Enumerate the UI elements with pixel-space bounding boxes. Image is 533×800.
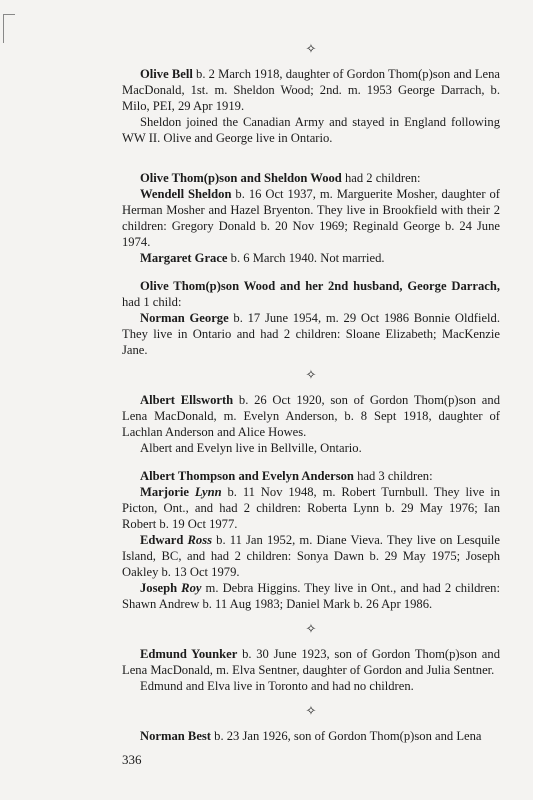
child-entry: Joseph Roy m. Debra Higgins. They live in Ont., and had 2 children: Shawn Andrew b. 11 Aug 1983; Daniel Mark b. 26 Apr 1986.: [122, 581, 500, 611]
olive-note: Sheldon joined the Canadian Army and stayed in England following WW II. Olive and George live in Ontario.: [122, 115, 500, 145]
child-entry: Norman George b. 17 June 1954, m. 29 Oct 1986 Bonnie Oldfield. They live in Ontario and had 2 children: Sloane Elizabeth; MacKenzie Jane.: [122, 311, 500, 357]
entry-text: b. 2 March 1918, daughter of Gordon Thom(p)son and Lena MacDonald, 1st. m. Sheldon Wood; 2nd. m. 1953 George Darrach, b. Milo, PEI, 29 Apr 1919.: [122, 67, 501, 113]
family-heading: Olive Thom(p)son Wood and her 2nd husband, George Darrach, had 1 child:: [122, 279, 500, 309]
page-number: 336: [122, 752, 142, 767]
family-heading: Olive Thom(p)son and Sheldon Wood had 2 children:: [140, 171, 421, 185]
person-name: Olive Bell: [140, 67, 193, 81]
person-name: Albert Ellsworth: [140, 393, 234, 407]
edmund-note: Edmund and Elva live in Toronto and had no children.: [140, 679, 414, 693]
person-name: Edmund Younker: [140, 647, 238, 661]
ornament-icon: ✧: [305, 41, 317, 56]
edmund-entry: Edmund Younker b. 30 June 1923, son of Gordon Thom(p)son and Lena MacDonald, m. Elva Sentner, daughter of Gordon and Julia Sentner.: [122, 647, 500, 677]
ornament-icon: ✧: [305, 367, 317, 382]
genealogy-text: [122, 41, 500, 744]
family-heading: Albert Thompson and Evelyn Anderson had 3 children:: [140, 469, 433, 483]
olive-entry: [122, 66, 500, 114]
albert-entry: Albert Ellsworth b. 26 Oct 1920, son of Gordon Thom(p)son and Lena MacDonald, m. Evelyn Anderson, b. 8 Sept 1918, daughter of Lachlan Anderson and Alice Howes.: [122, 393, 500, 439]
child-entry: Edward Ross b. 11 Jan 1952, m. Diane Vieva. They live on Lesquile Island, BC, and had 2 children: Sonya Dawn b. 29 May 1975; Joseph Oakley b. 13 Oct 1979.: [122, 533, 500, 579]
ornament-icon: ✧: [305, 703, 317, 718]
albert-note: Albert and Evelyn live in Bellville, Ontario.: [140, 441, 362, 455]
child-entry: Marjorie Lynn b. 11 Nov 1948, m. Robert Turnbull. They live in Picton, Ont., and had 2 children: Roberta Lynn b. 29 May 1976; Ian Robert b. 19 Oct 1977.: [122, 485, 500, 531]
child-entry: Wendell Sheldon b. 16 Oct 1937, m. Marguerite Mosher, daughter of Herman Mosher and Hazel Bryenton. They live in Brookfield with their 2 children: Gregory Donald b. 20 Nov 1969; Reginald George b. 24 June 1974.: [122, 187, 500, 249]
person-name: Norman Best: [140, 729, 212, 743]
page-edge-mark: [3, 14, 15, 43]
norman-entry: Norman Best b. 23 Jan 1926, son of Gordon Thom(p)son and Lena: [140, 729, 482, 743]
ornament-icon: ✧: [305, 621, 317, 636]
child-entry: Margaret Grace b. 6 March 1940. Not married.: [140, 251, 385, 265]
